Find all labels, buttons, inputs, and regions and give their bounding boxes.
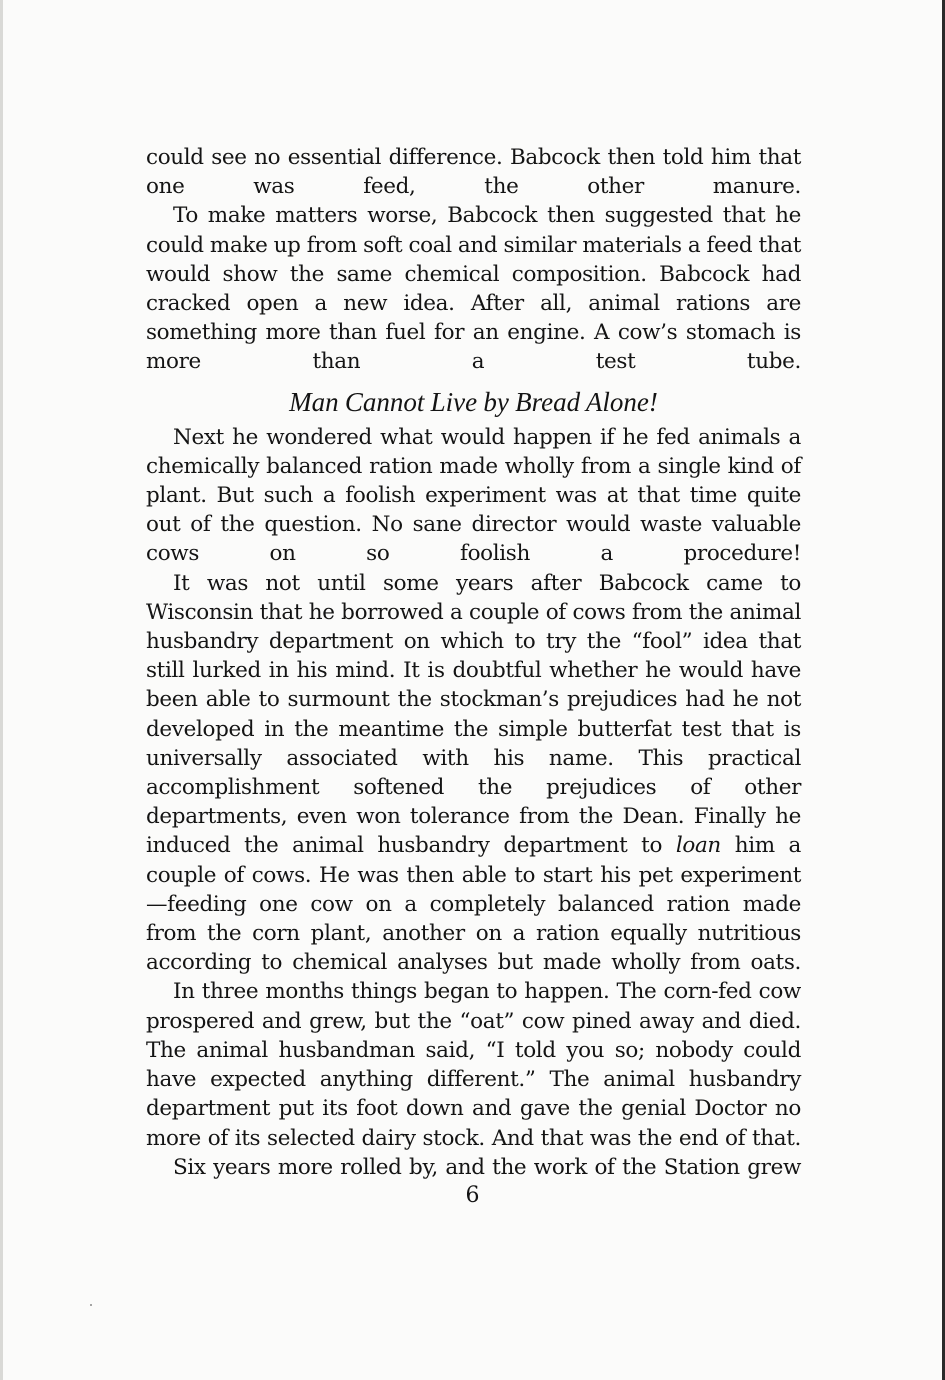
body-text — [146, 143, 801, 1182]
paragraph-continued: could see no essential difference. Babcock then told him that one was feed, the other manure. — [146, 145, 801, 200]
page-number: 6 — [465, 1183, 480, 1208]
section-heading: Man Cannot Live by Bread Alone! — [289, 386, 658, 417]
paragraph-text: It was not until some years after Babcock came to Wisconsin that he borrowed a couple of cows from the animal husbandry department on which to try the “fool” idea that still lurked in his mind. It is doubtful whether he would have been able to surmount the stockman’s prejudices had he not developed in the meantime the simple butterfat test that is universally associated with his name. This practical accomplishment softened the prejudices of other departments, even won tolerance from the Dean. Finally he induced the animal husbandry department to — [146, 570, 801, 859]
paragraph-continues: Six years more rolled by, and the work of the Station grew — [173, 1154, 801, 1180]
page-left-edge — [0, 0, 3, 1380]
paragraph-text: him a couple of cows. He was then able to start his pet experiment—feeding one cow on a completely balanced ration made from the corn plant, another on a ration equally nutritious according to chemical analyses but made wholly from oats. — [146, 833, 801, 976]
emphasized-word: loan — [675, 833, 721, 859]
paragraph — [146, 569, 801, 978]
paragraph: Next he wondered what would happen if he fed animals a chemically balanced ration made wholly from a single kind of plant. But such a foolish experiment was at that time quite out of the question. No sane director would waste valuable cows on so foolish a procedure! — [146, 424, 801, 567]
print-speck — [90, 1304, 92, 1306]
paragraph: In three months things began to happen. The corn-fed cow prospered and grew, but the “oat” cow pined away and died. The animal husbandman said, “I told you so; nobody could have expected anything different.” The animal husbandry department put its foot down and gave the genial Doctor no more of its selected dairy stock. And that was the end of that. — [146, 979, 801, 1151]
paragraph: To make matters worse, Babcock then suggested that he could make up from soft coal and similar materials a feed that would show the same chemical composition. Babcock had cracked open a new idea. After all, animal rations are something more than fuel for an engine. A cow’s stomach is more than a test tube. — [146, 203, 801, 375]
